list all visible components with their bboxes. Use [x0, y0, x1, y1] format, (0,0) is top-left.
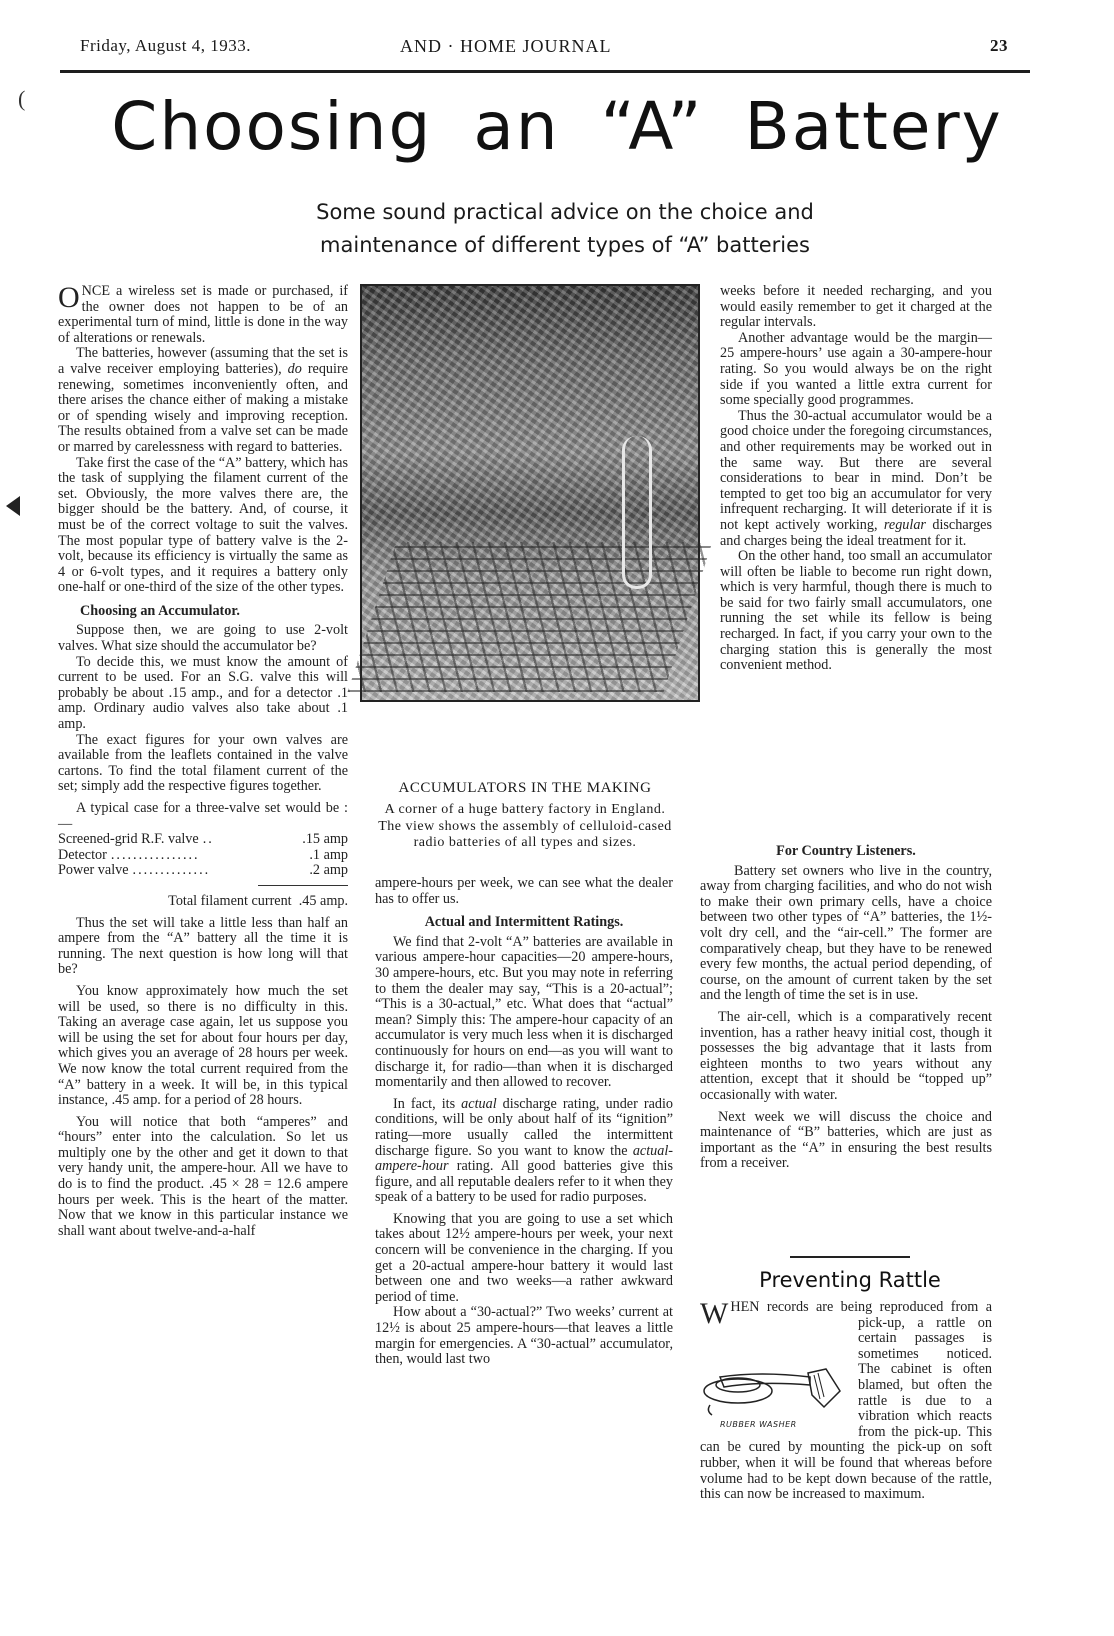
column-3	[720, 284, 992, 674]
battery-grid-image	[348, 542, 713, 692]
running-head-date: Friday, August 4, 1933.	[80, 36, 251, 55]
paragraph: Next week we will discuss the choice and maintenance of “B” batteries, which are just as important as the “A” in ensuring the best results from a receiver.	[700, 1108, 992, 1172]
column-1	[58, 281, 348, 1239]
paragraph: The batteries, however (assuming that the set is a valve receiver employing batteries), do require renewing, sometimes inconveniently often, and there arises the chance either of making a mistake or of spending wisely and improving reception. The results obtained from a valve set can be made or marred by carelessness with regard to batteries.	[58, 345, 348, 455]
paragraph: A typical case for a three-valve set would be :—	[58, 800, 348, 832]
margin-mark: (	[18, 86, 26, 111]
factory-photo	[360, 284, 700, 702]
paragraph: We find that 2-volt “A” batteries are available in various ampere-hour capacities—20 ampere-hours, 30 ampere-hours, etc. But you may note in referring to them the dealer may say, “This is a 20-actual”; “This is a 30-actual,” etc. What does that “actual” mean? Simply this: The ampere-hour capacity of an accumulator is very much less when it is discharged continuously for hours on end—as you will want to discharge it, for radio—than when it is discharged momentarily and then allowed to recover.	[375, 933, 673, 1091]
sidebar-rule	[790, 1256, 910, 1258]
sum-rule	[258, 885, 348, 886]
cable-image	[622, 436, 652, 589]
column-3-lower	[700, 836, 992, 1172]
figure-label: RUBBER WASHER	[720, 1420, 797, 1430]
photo-caption: A corner of a huge battery factory in England. The view shows the assembly of celluloid-cased radio batteries of all types and sizes.	[378, 802, 672, 850]
table-total-row: Total filament current .45 amp.	[168, 892, 348, 909]
subtitle-line-2: maintenance of different types of “A” batteries	[320, 233, 810, 257]
paragraph: The air-cell, which is a comparatively recent invention, has a rather heavy initial cost, though it possesses the big advantage that it lasts from eighteen months to two years without any attention, except that it should be “topped up” occasionally with water.	[700, 1008, 992, 1103]
photo-caption-heading: ACCUMULATORS IN THE MAKING	[398, 780, 652, 796]
table-row: Detector ................ .1 amp	[58, 846, 348, 863]
section-heading: Actual and Intermittent Ratings.	[424, 914, 624, 931]
valve-current-table	[58, 832, 348, 909]
paragraph: Battery set owners who live in the country, away from charging facilities, and who do not wish to make their own primary cells, have a choice between two other types of “A” batteries, the 1½-volt dry cell, and the “air-cell.” The former are comparatively cheap, but they have to be renewed every few months, the actual period depending, of course, on the amount of current taken by the set and the length of time the set is in use.	[700, 862, 992, 1004]
drop-cap: O	[58, 281, 80, 314]
section-heading: For Country Listeners.	[776, 843, 916, 859]
pickup-figure	[700, 1351, 852, 1437]
paragraph: W RUBBER WASHER HEN records are being reproduced from a pick-up, a rattle on certain passages is sometimes noticed. The cabinet is often blamed, but often the rattle is due to a vibration which reacts from the pick-up. This can be cured by mounting the pick-up on soft rubber, when it will be found that whereas before volume had to be kept down because of the rattle, this can now be increased to maximum.	[700, 1297, 992, 1503]
sidebar-body	[700, 1297, 992, 1503]
paragraph: On the other hand, too small an accumulator will often be liable to become run right down, which is very harmful, though there is much to be said for two fairly small accumulators, one running the set while its fellow is being recharged. In fact, if you carry your own to the charging station this is generally the most convenient method.	[720, 548, 992, 674]
sidebar-title: Preventing Rattle	[759, 1268, 941, 1292]
paragraph: Thus the set will take a little less than half an ampere from the “A” battery all the time it is running. The next question is how long will that be?	[58, 914, 348, 978]
paragraph: ampere-hours per week, we can see what the dealer has to offer us.	[375, 875, 673, 907]
margin-arrow-icon	[6, 496, 20, 516]
paragraph: weeks before it needed recharging, and you would easily remember to get it charged at the regular intervals.	[720, 283, 992, 331]
article-subtitle	[0, 196, 1080, 262]
header-rule	[60, 70, 1030, 73]
table-row: Screened-grid R.F. valve .. .15 amp	[58, 831, 348, 848]
paragraph: To decide this, we must know the amount of current to be used. For an S.G. valve this will probably be about .15 amp., and for a detector .1 amp. Ordinary audio valves also take about .1 amp.	[58, 653, 348, 733]
table-row: Power valve .............. .2 amp	[58, 862, 348, 879]
paragraph: You will notice that both “amperes” and “hours” enter into the calculation. So let us multiply one by the other and get it down to that very handy unit, the ampere-hour. All we have to do is to find the product. .45 × 28 = 12.6 ampere hours per week. This is the heart of the matter. Now that we know in this particular instance we shall want about twelve-and-a-half	[58, 1113, 348, 1239]
section-heading: Choosing an Accumulator.	[80, 602, 240, 619]
running-head-journal: AND · HOME JOURNAL	[400, 36, 612, 56]
paragraph: The exact figures for your own valves are available from the leaflets contained in the valve cartons. To find the total filament current of the set; simply add the respective figures together.	[58, 731, 348, 795]
paragraph: Another advantage would be the margin—25 ampere-hours’ use again a 30-ampere-hour rating. So you would always be on the right side if you wanted a little extra current for some specially good programmes.	[720, 329, 992, 409]
article-title: Choosing an “A” Battery	[111, 88, 1003, 165]
column-2	[375, 876, 673, 1368]
paragraph: In fact, its actual discharge rating, under radio conditions, will be only about half of its “ignition” rating—more usually called the intermittent discharge figure. So you want to know the actual-ampere-hour rating. All good batteries give this figure, and all reputable dealers refer to it when they speak of a battery to be used for radio purposes.	[375, 1095, 674, 1206]
paragraph: Knowing that you are going to use a set which takes about 12½ ampere-hours per week, your next concern will be convenience in the charging. If you get a 20-actual ampere-hour battery it would last between one and two weeks—a rather awkward period of time.	[375, 1210, 673, 1305]
paragraph: You know approximately how much the set will be used, so there is no difficulty in this. Taking an average case again, let us suppose you will be using the set for about four hours per day, which gives you an average of 28 hours per week. We now know the total current required from the “A” battery in a week. It will be, in this typical instance, .45 amp. for a period of 28 hours.	[58, 982, 348, 1109]
paragraph: How about a “30-actual?” Two weeks’ current at 12½ is about 25 ampere-hours—that leaves a little margin for emergencies. A “30-actual” accumulator, then, would last two	[375, 1304, 673, 1368]
paragraph: ONCE a wireless set is made or purchased, if the owner does not happen to be of an experimental turn of mind, little is done in the way of alterations or renewals.	[58, 281, 348, 346]
page-number: 23	[990, 36, 1008, 55]
paragraph: Thus the 30-actual accumulator would be a good choice under the foregoing circumstances, and other requirements may be worked out in the same way. But there are several considerations to bear in mind. Don’t be tempted to get too big an accumulator for very infrequent recharging. It will deteriorate if it is not kept actively working, regular discharges and charges being the ideal treatment for it.	[720, 407, 992, 549]
subtitle-line-1: Some sound practical advice on the choice and	[316, 200, 814, 224]
drop-cap: W	[700, 1297, 729, 1330]
paragraph: Suppose then, we are going to use 2-volt valves. What size should the accumulator be?	[58, 622, 348, 655]
pickup-arm-icon	[700, 1351, 850, 1421]
paragraph: Take first the case of the “A” battery, which has the task of supplying the filament current of the set. Obviously, the more valves there are, the bigger should be the battery. And, of course, it must be of the correct voltage to suit the valves. The most popular type of battery valve is the 2-volt, because its efficiency is virtually the same as 4 or 6-volt types, and it requires a battery only one-half or one-third of the size of the other types.	[58, 454, 348, 596]
